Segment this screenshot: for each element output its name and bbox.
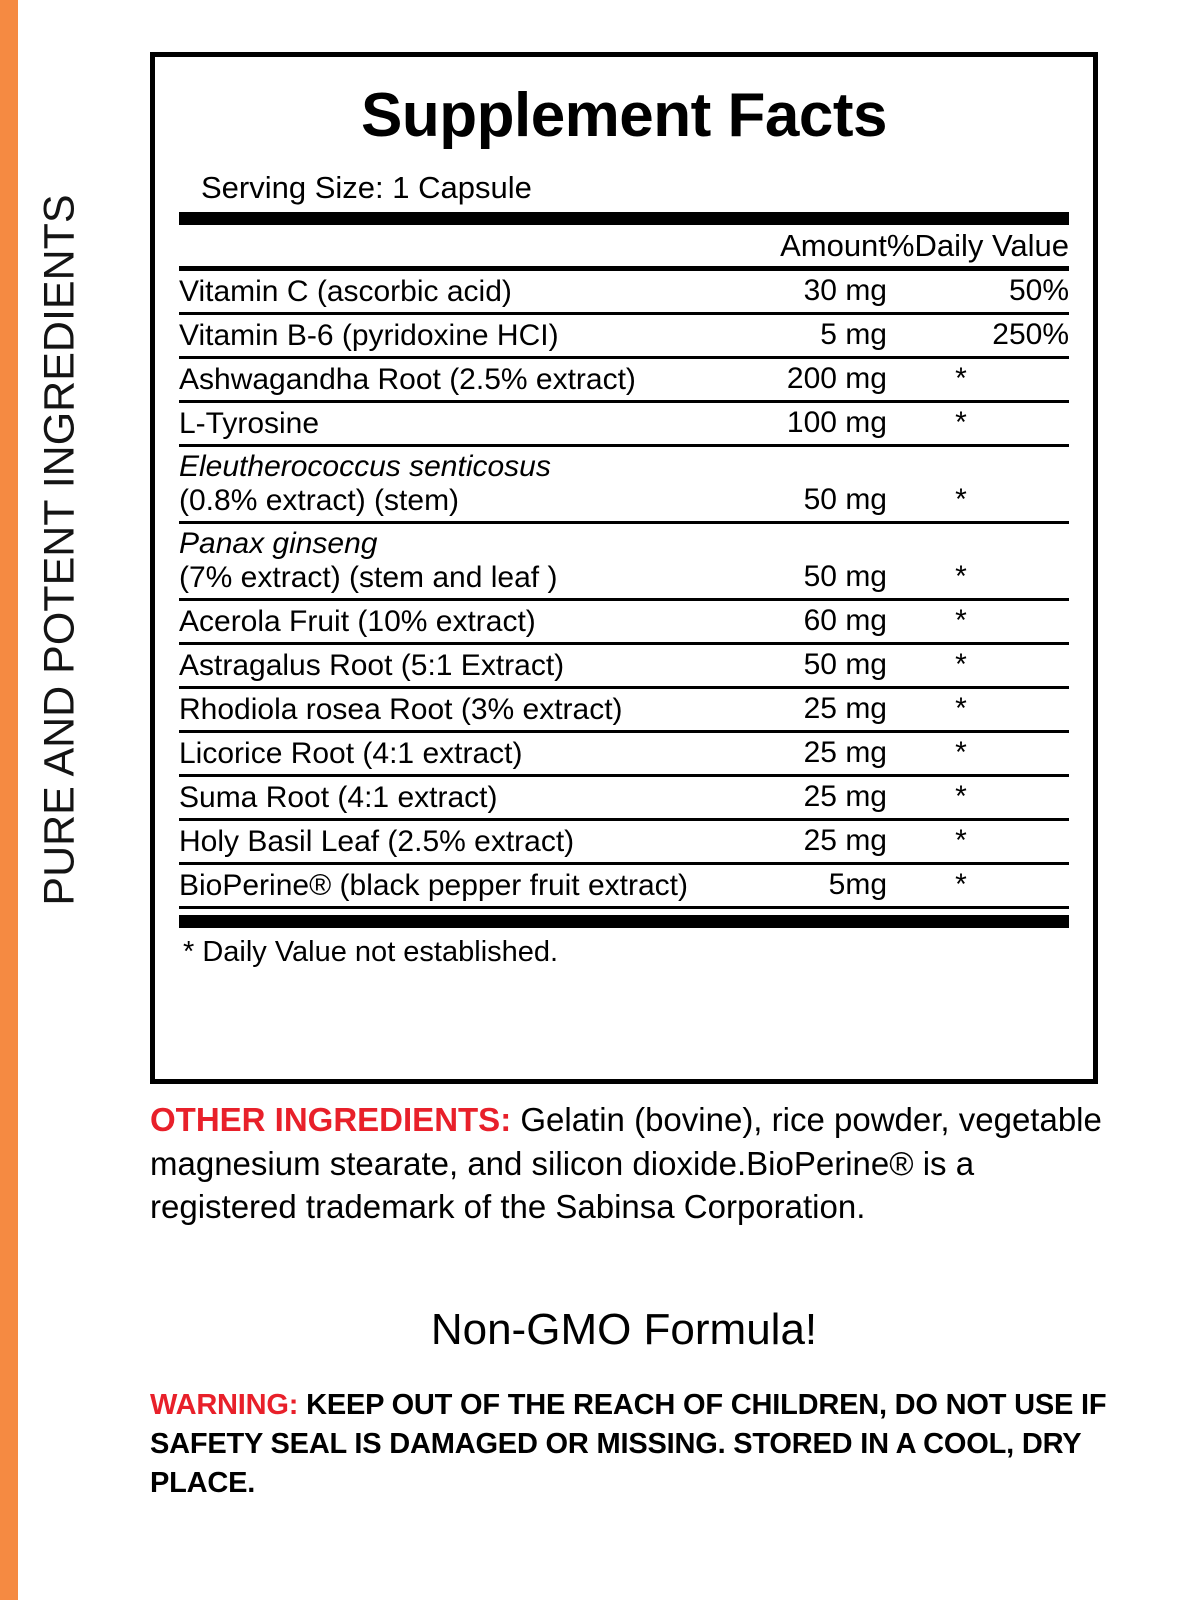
facts-rows-table xyxy=(179,271,1069,909)
ingredient-daily-value: * xyxy=(887,776,1069,820)
rule-thick-bottom xyxy=(179,915,1069,928)
ingredient-name xyxy=(179,523,712,600)
ingredient-daily-value: * xyxy=(887,446,1069,523)
ingredient-amount: 50 mg xyxy=(712,644,887,688)
ingredient-name: Holy Basil Leaf (2.5% extract) xyxy=(179,820,712,864)
ingredient-daily-value: * xyxy=(887,688,1069,732)
ingredient-amount: 200 mg xyxy=(712,358,887,402)
ingredient-daily-value: * xyxy=(887,358,1069,402)
other-ingredients-label: OTHER INGREDIENTS: xyxy=(150,1101,512,1138)
ingredient-daily-value: * xyxy=(887,600,1069,644)
warning-text: KEEP OUT OF THE REACH OF CHILDREN, DO NOT USE IF SAFETY SEAL IS DAMAGED OR MISSING. STORED IN A COOL, DRY PLACE. xyxy=(150,1389,1107,1500)
ingredient-amount: 50 mg xyxy=(712,523,887,600)
ingredient-daily-value: * xyxy=(887,864,1069,908)
ingredient-name: Licorice Root (4:1 extract) xyxy=(179,732,712,776)
table-row xyxy=(179,271,1069,314)
table-row xyxy=(179,688,1069,732)
ingredient-daily-value: 50% xyxy=(887,271,1069,314)
side-label-text: PURE AND POTENT INGREDIENTS xyxy=(35,194,84,906)
table-row xyxy=(179,732,1069,776)
ingredient-amount: 50 mg xyxy=(712,446,887,523)
warning-label: WARNING: xyxy=(150,1389,299,1421)
table-row xyxy=(179,776,1069,820)
table-row xyxy=(179,523,1069,600)
facts-rows-body xyxy=(179,271,1069,908)
ingredient-name: Vitamin C (ascorbic acid) xyxy=(179,271,712,314)
table-row xyxy=(179,644,1069,688)
supplement-facts-panel xyxy=(150,52,1098,1084)
ingredient-latin-name: Panax ginseng xyxy=(179,527,378,561)
ingredient-name: Suma Root (4:1 extract) xyxy=(179,776,712,820)
facts-table xyxy=(179,225,1069,266)
ingredient-daily-value: * xyxy=(887,644,1069,688)
ingredient-name xyxy=(179,446,712,523)
ingredient-name-detail: (0.8% extract) (stem) xyxy=(179,483,460,517)
footnote: * Daily Value not established. xyxy=(183,936,559,969)
header-amount: Amount xyxy=(780,228,887,264)
header-daily-value: %Daily Value xyxy=(886,228,1069,264)
ingredient-name: L-Tyrosine xyxy=(179,402,712,446)
panel-title: Supplement Facts xyxy=(361,81,887,150)
ingredient-daily-value: 250% xyxy=(887,314,1069,358)
warning-block xyxy=(150,1386,1110,1503)
table-row xyxy=(179,820,1069,864)
ingredient-name-detail: (7% extract) (stem and leaf ) xyxy=(179,560,558,594)
ingredient-amount: 100 mg xyxy=(712,402,887,446)
ingredient-name: Acerola Fruit (10% extract) xyxy=(179,600,712,644)
other-ingredients xyxy=(150,1098,1110,1229)
ingredient-amount: 5 mg xyxy=(712,314,887,358)
ingredient-daily-value: * xyxy=(887,732,1069,776)
ingredient-amount: 60 mg xyxy=(712,600,887,644)
serving-size: Serving Size: 1 Capsule xyxy=(201,170,532,206)
table-row xyxy=(179,600,1069,644)
ingredient-daily-value: * xyxy=(887,523,1069,600)
ingredient-amount: 25 mg xyxy=(712,732,887,776)
ingredient-amount: 25 mg xyxy=(712,688,887,732)
ingredient-name: Ashwagandha Root (2.5% extract) xyxy=(179,358,712,402)
facts-table-body xyxy=(179,225,1069,266)
ingredient-amount: 25 mg xyxy=(712,820,887,864)
rule-thick-top xyxy=(179,212,1069,225)
ingredient-name: Astragalus Root (5:1 Extract) xyxy=(179,644,712,688)
ingredient-daily-value: * xyxy=(887,402,1069,446)
ingredient-latin-name: Eleutherococcus senticosus xyxy=(179,450,551,484)
non-gmo-banner: Non-GMO Formula! xyxy=(430,1305,818,1354)
side-label-container xyxy=(0,0,120,1100)
ingredient-name: Vitamin B-6 (pyridoxine HCI) xyxy=(179,314,712,358)
ingredient-name: BioPerine® (black pepper fruit extract) xyxy=(179,864,712,908)
facts-table-header-row xyxy=(179,225,1069,266)
ingredient-amount: 5mg xyxy=(712,864,887,908)
ingredient-amount: 30 mg xyxy=(712,271,887,314)
table-row xyxy=(179,358,1069,402)
other-ingredients-text: Gelatin (bovine), rice powder, vegetable magnesium stearate, and silicon dioxide.BioPerine® is a registered trademark of the Sabinsa Corporation. xyxy=(150,1101,1102,1226)
ingredient-daily-value: * xyxy=(887,820,1069,864)
table-row xyxy=(179,314,1069,358)
table-row xyxy=(179,402,1069,446)
table-row xyxy=(179,864,1069,908)
header-name xyxy=(179,225,712,266)
table-row xyxy=(179,446,1069,523)
ingredient-name: Rhodiola rosea Root (3% extract) xyxy=(179,688,712,732)
ingredient-amount: 25 mg xyxy=(712,776,887,820)
